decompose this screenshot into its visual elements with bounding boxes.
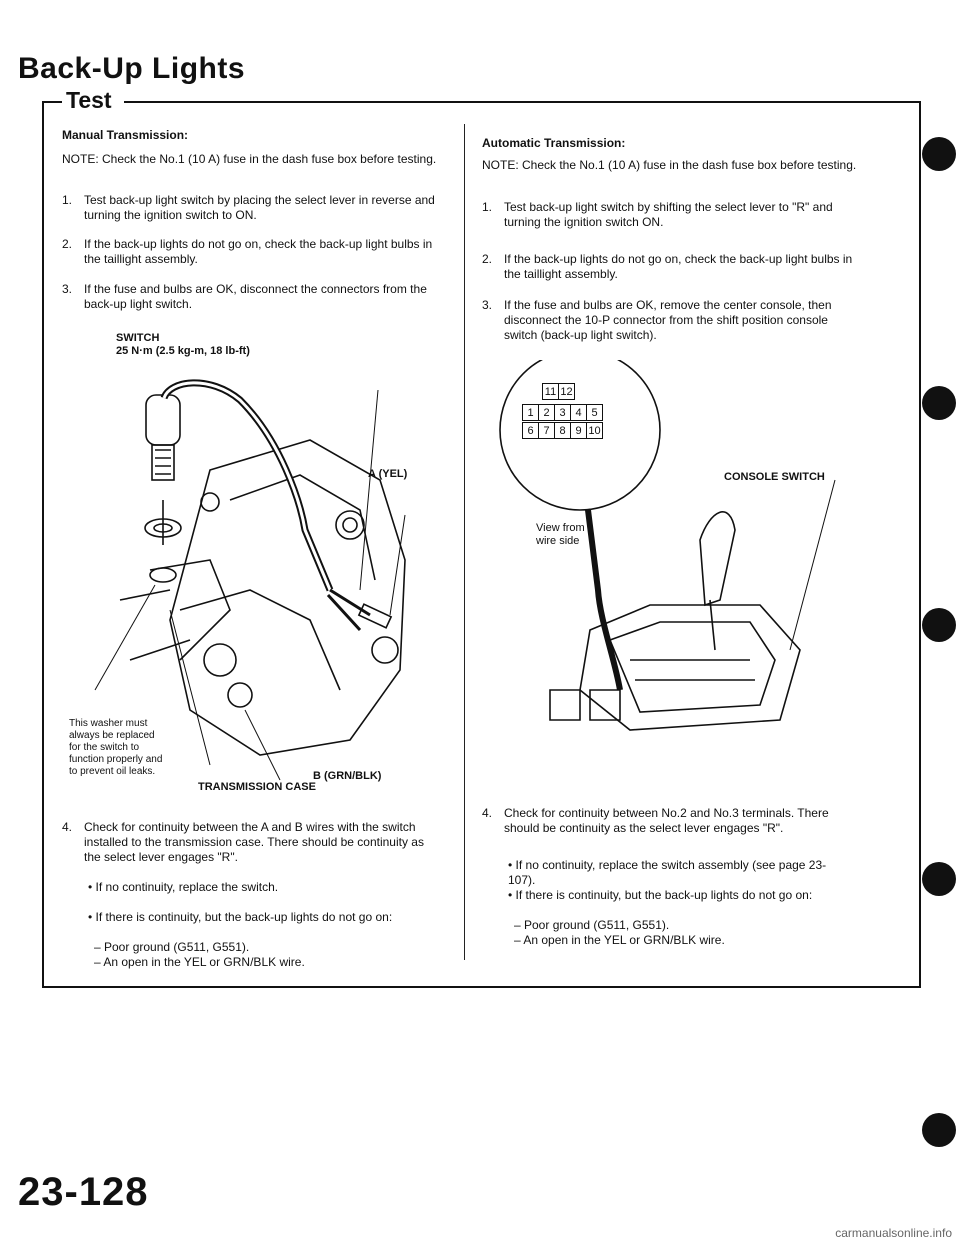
frame-line (919, 101, 921, 988)
torque-label: 25 N·m (2.5 kg-m, 18 lb-ft) (116, 345, 250, 357)
automatic-note: NOTE: Check the No.1 (10 A) fuse in the dash fuse box before testing. (482, 158, 857, 172)
binder-hole-icon (922, 862, 956, 896)
automatic-heading: Automatic Transmission: (482, 136, 626, 150)
section-title: Test (66, 87, 112, 113)
connector-bottom-row: 6 7 8 9 10 (522, 422, 603, 439)
transmission-case-label: TRANSMISSION CASE (198, 781, 316, 793)
wire-a-label: A (YEL) (368, 468, 408, 480)
switch-label: SWITCH (116, 332, 160, 344)
frame-line (124, 101, 921, 103)
console-switch-label: CONSOLE SWITCH (724, 471, 825, 483)
automatic-subitem-1: – Poor ground (G511, G551). (514, 918, 670, 932)
automatic-subitem-2: – An open in the YEL or GRN/BLK wire. (514, 933, 725, 947)
automatic-bullet-2: • If there is continuity, but the back-up lights do not go on: (508, 888, 813, 902)
connector-top-row: 11 12 (542, 383, 575, 400)
manual-subitem-1: – Poor ground (G511, G551). (94, 940, 250, 954)
manual-heading: Manual Transmission: (62, 128, 189, 142)
view-from-label: View from wire side (536, 522, 585, 547)
automatic-bullet-1: • If no continuity, replace the switch assembly (see page 23-107). (508, 858, 827, 887)
frame-line (42, 986, 921, 988)
washer-note: This washer must always be replaced for the switch to function properly and to prevent oil leaks. (69, 718, 163, 777)
connector-mid-row: 1 2 3 4 5 (522, 404, 603, 421)
manual-subitem-2: – An open in the YEL or GRN/BLK wire. (94, 955, 305, 969)
manual-note: NOTE: Check the No.1 (10 A) fuse in the dash fuse box before testing. (62, 152, 437, 166)
wire-b-label: B (GRN/BLK) (313, 770, 382, 782)
page-number: 23-128 (18, 1170, 149, 1214)
page-title: Back-Up Lights (18, 52, 246, 85)
binder-hole-icon (922, 137, 956, 171)
frame-line (42, 101, 44, 988)
column-divider (464, 124, 465, 960)
manual-bullet-2: • If there is continuity, but the back-up lights do not go on: (88, 910, 393, 924)
footer-watermark: carmanualsonline.info (835, 1226, 952, 1240)
manual-bullet-1: • If no continuity, replace the switch. (88, 880, 279, 894)
binder-hole-icon (922, 608, 956, 642)
binder-hole-icon (922, 386, 956, 420)
frame-line (42, 101, 62, 103)
binder-hole-icon (922, 1113, 956, 1147)
